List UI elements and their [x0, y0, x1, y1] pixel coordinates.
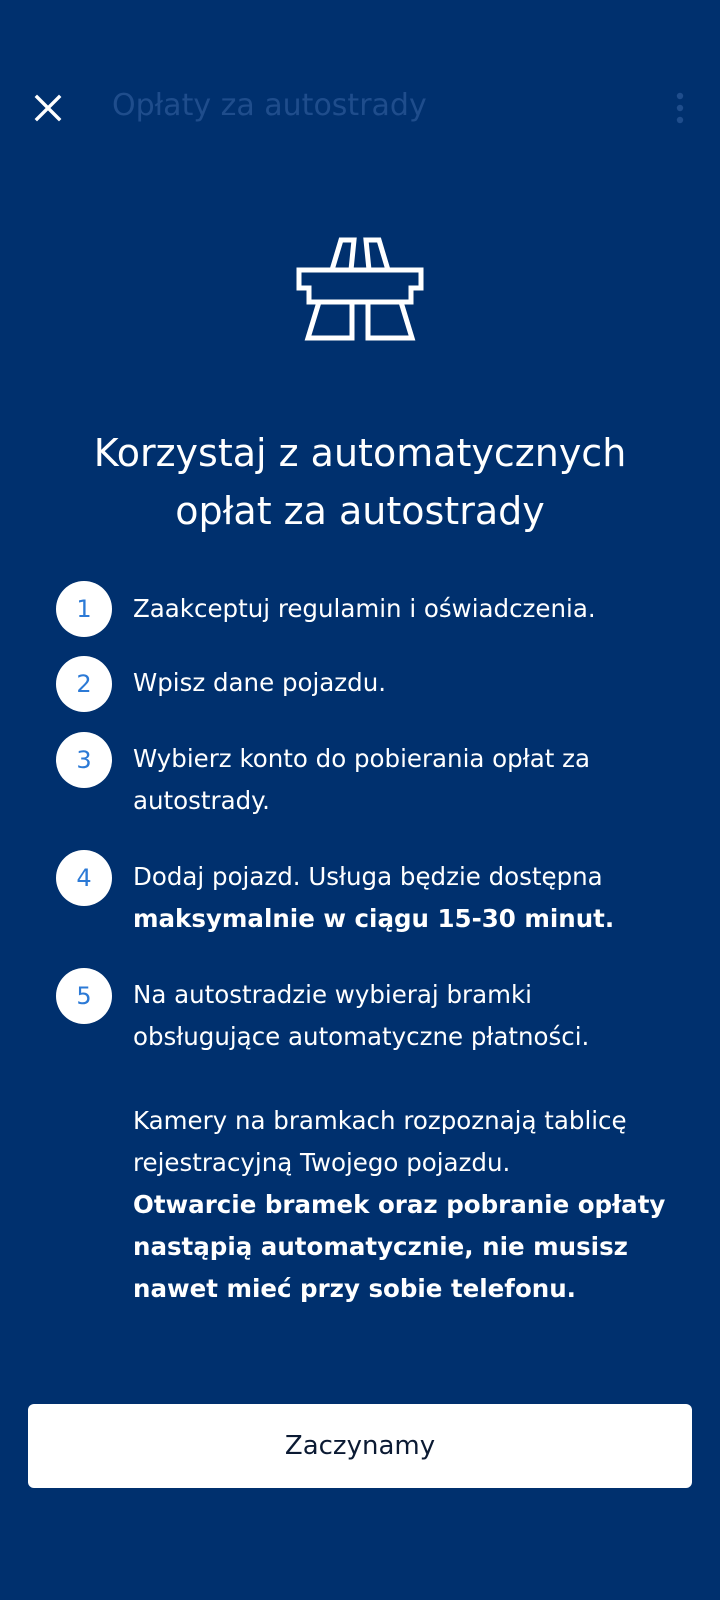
step-note: Kamery na bramkach rozpoznają tablicę rejestracyjną Twojego pojazdu. — [133, 1106, 627, 1177]
step-number: 4 — [56, 850, 112, 906]
step-text: Wybierz konto do pobierania opłat za autostrady. — [133, 744, 590, 815]
step-number: 2 — [56, 656, 112, 712]
step-number: 5 — [56, 968, 112, 1024]
close-icon — [33, 93, 63, 123]
page-title: Opłaty za autostrady — [112, 88, 427, 123]
top-bar — [0, 70, 720, 140]
step-text: Zaakceptuj regulamin i oświadczenia. — [133, 594, 596, 623]
step-number: 3 — [56, 732, 112, 788]
step-number: 1 — [56, 581, 112, 637]
step-text: Wpisz dane pojazdu. — [133, 668, 387, 697]
close-button[interactable] — [24, 84, 72, 132]
step-text — [133, 974, 666, 1310]
more-options-button[interactable] — [668, 84, 692, 132]
step-text-bold: maksymalnie w ciągu 15-30 minut. — [133, 904, 615, 933]
highway-icon — [296, 236, 424, 346]
more-vertical-icon — [675, 92, 685, 124]
step-note-bold: Otwarcie bramek oraz pobranie opłaty nastąpią automatycznie, nie musisz nawet mieć przy sobie telefonu. — [133, 1190, 666, 1303]
step-text-regular: Dodaj pojazd. Usługa będzie dostępna — [133, 862, 603, 891]
start-button[interactable]: Zaczynamy — [28, 1404, 692, 1488]
step-text — [133, 856, 673, 940]
main-heading: Korzystaj z automatycznych opłat za autostrady — [93, 431, 627, 533]
step-text-regular: Na autostradzie wybieraj bramki obsługujące automatyczne płatności. — [133, 980, 590, 1051]
